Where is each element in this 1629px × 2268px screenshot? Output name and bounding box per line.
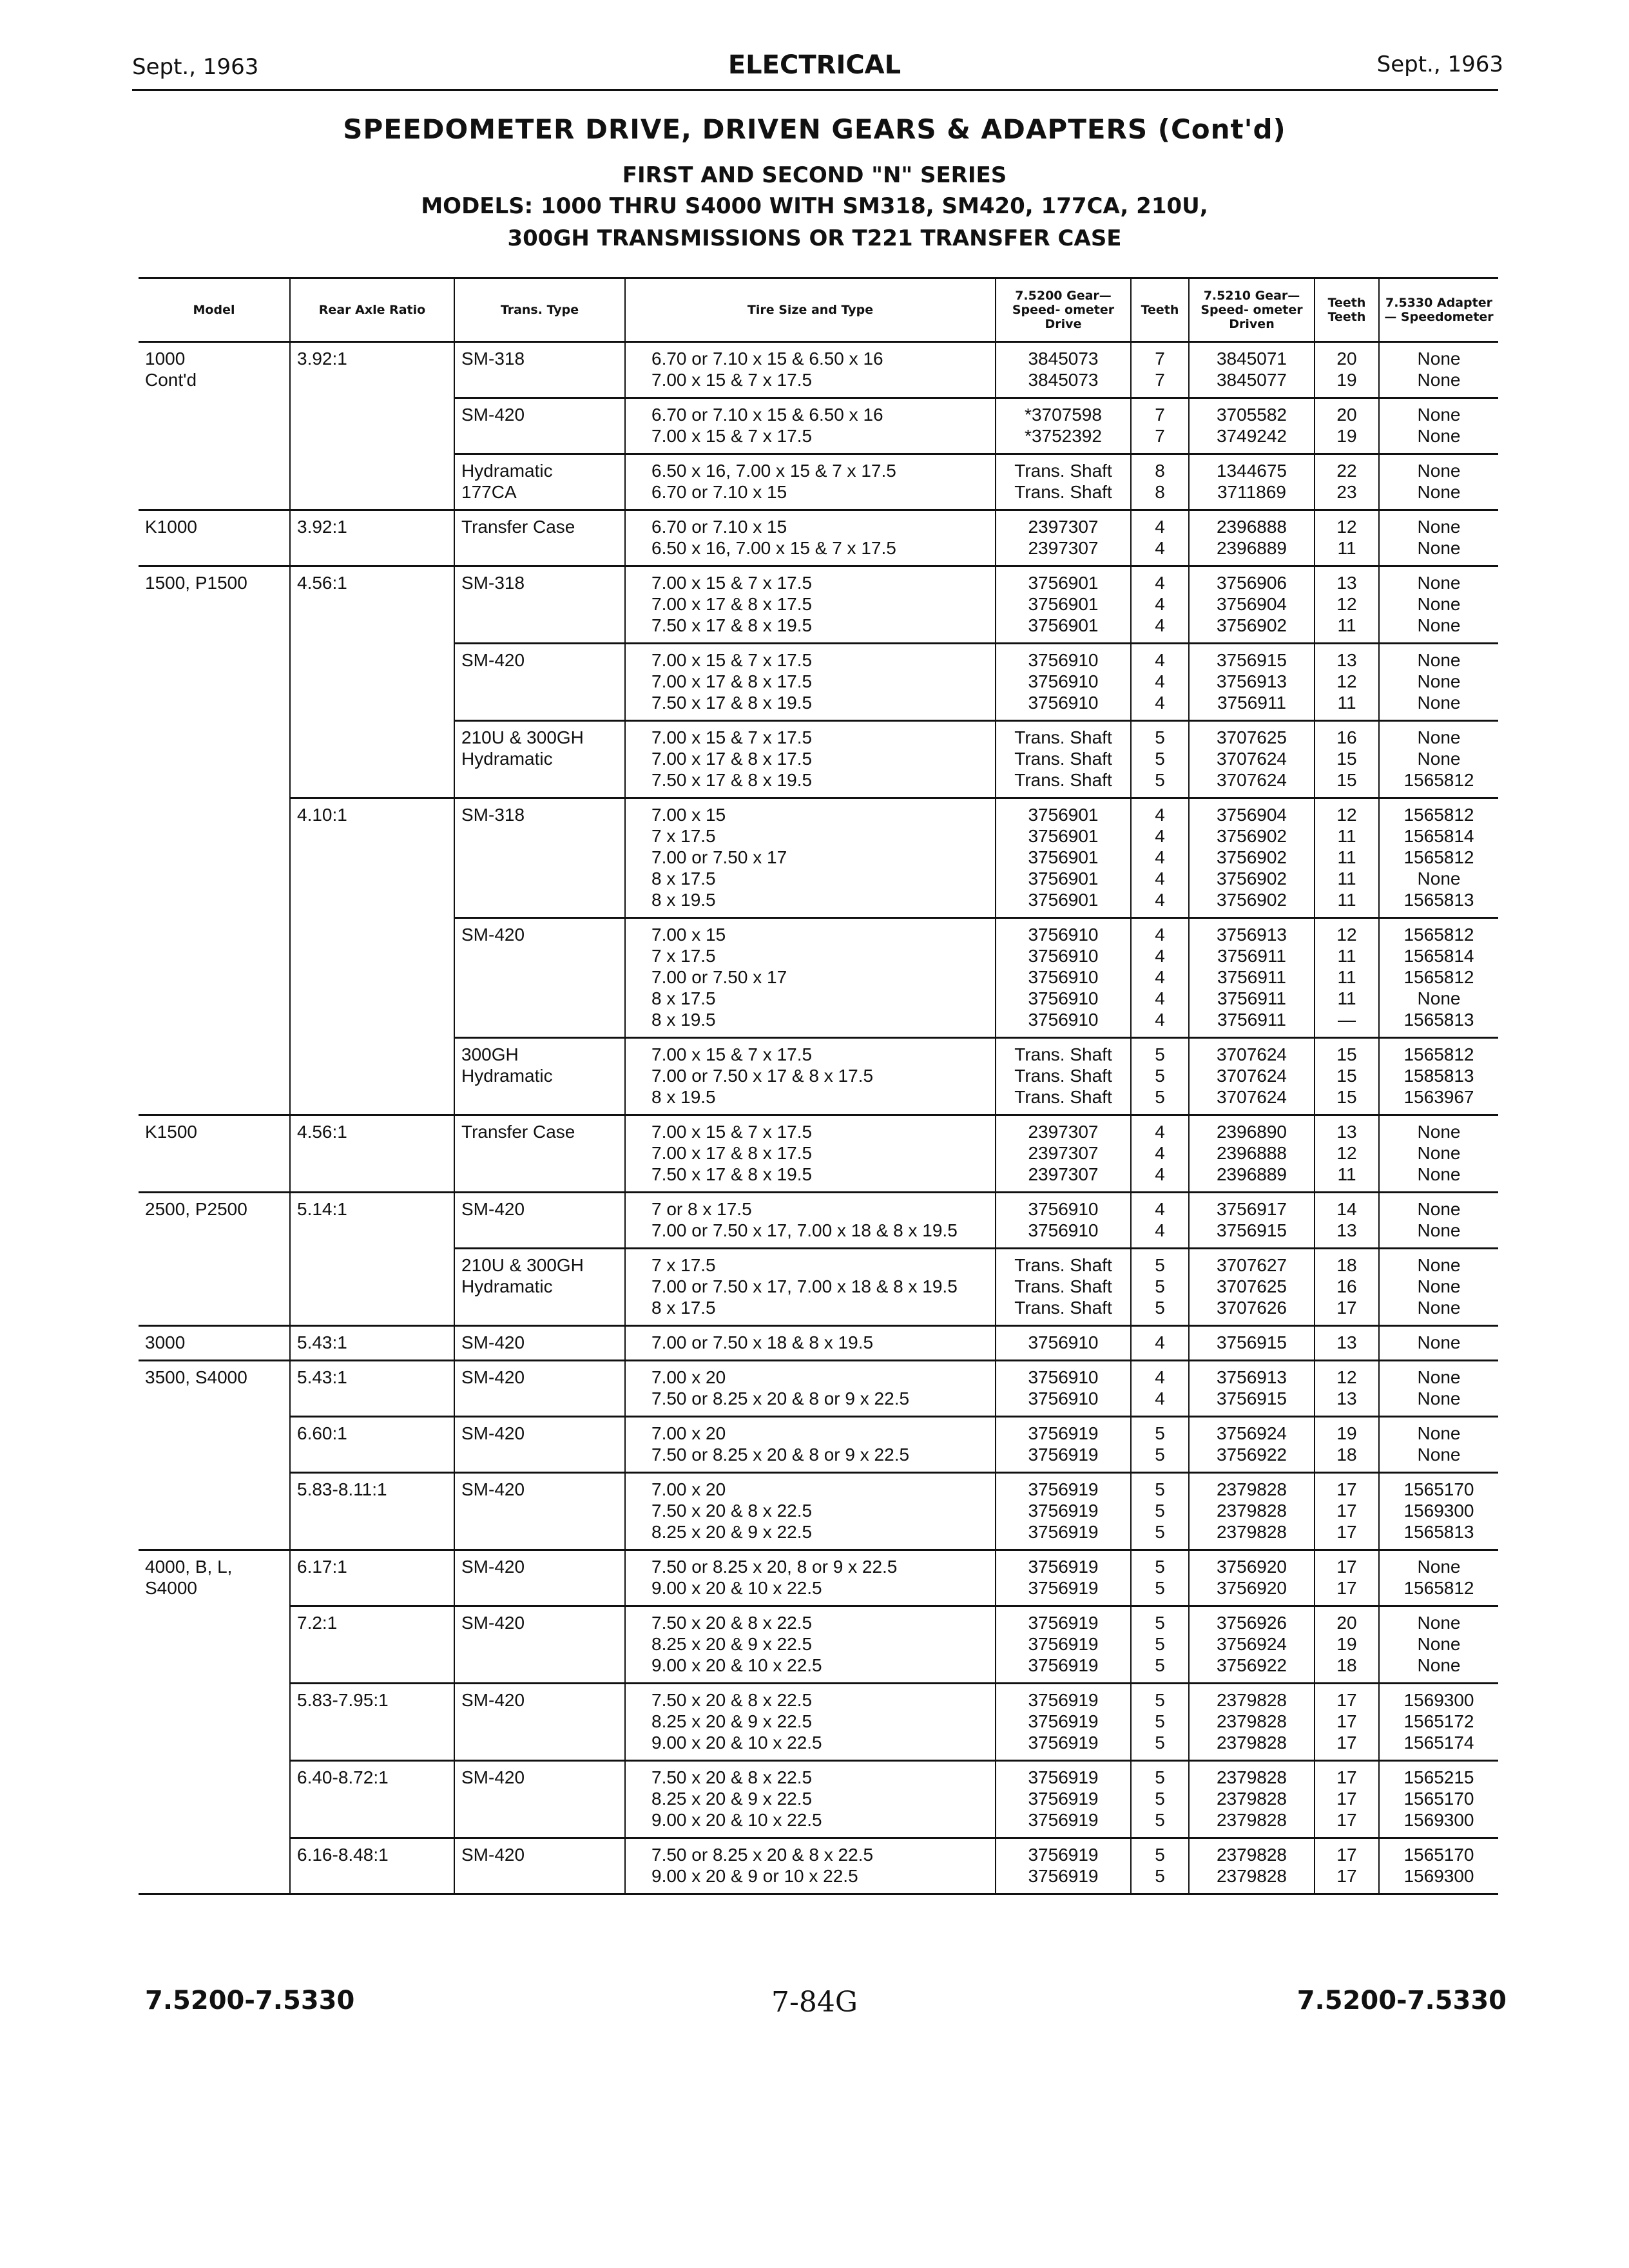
cell-trans-type: SM-420	[454, 644, 625, 721]
cell-drive-gear: Trans. Shaft Trans. Shaft Trans. Shaft	[996, 721, 1131, 798]
cell-tire-size: 7.00 x 15 & 7 x 17.5 7.00 x 17 & 8 x 17.5 7.50 x 17 & 8 x 19.5	[625, 566, 996, 644]
cell-driven-teeth: 20 19	[1315, 342, 1379, 398]
cell-adapter: None	[1379, 1326, 1498, 1361]
cell-driven-gear: 2379828 2379828 2379828	[1189, 1761, 1315, 1838]
header-date-right: Sept., 1963	[1376, 52, 1503, 77]
cell-model: 4000, B, L, S4000	[139, 1550, 290, 1606]
header-rule	[132, 89, 1498, 91]
cell-drive-gear: 3756910 3756910	[996, 1193, 1131, 1249]
footer-section-range-left: 7.5200-7.5330	[145, 1986, 355, 2015]
page-title: SPEEDOMETER DRIVE, DRIVEN GEARS & ADAPTERS (Cont'd)	[343, 113, 1286, 145]
cell-trans-type: SM-420	[454, 1473, 625, 1550]
cell-drive-teeth: 5 5	[1131, 1838, 1189, 1894]
cell-rear-axle-ratio	[290, 721, 454, 798]
cell-tire-size: 7 or 8 x 17.5 7.00 or 7.50 x 17, 7.00 x 18 & 8 x 19.5	[625, 1193, 996, 1249]
cell-drive-teeth: 7 7	[1131, 398, 1189, 454]
cell-drive-teeth: 5 5 5	[1131, 1249, 1189, 1326]
cell-driven-teeth: 13 12 11	[1315, 644, 1379, 721]
cell-rear-axle-ratio: 6.16-8.48:1	[290, 1838, 454, 1894]
cell-drive-gear: 3756919 3756919 3756919	[996, 1761, 1131, 1838]
cell-rear-axle-ratio: 6.40-8.72:1	[290, 1761, 454, 1838]
cell-drive-gear: 3756919 3756919 3756919	[996, 1473, 1131, 1550]
cell-driven-teeth: 17 17	[1315, 1550, 1379, 1606]
cell-rear-axle-ratio: 3.92:1	[290, 342, 454, 398]
cell-rear-axle-ratio	[290, 398, 454, 454]
cell-driven-gear: 2396888 2396889	[1189, 510, 1315, 566]
cell-adapter: None None	[1379, 1361, 1498, 1417]
cell-drive-gear: 3756919 3756919	[996, 1838, 1131, 1894]
cell-driven-gear: 2379828 2379828 2379828	[1189, 1473, 1315, 1550]
cell-driven-gear: 3756917 3756915	[1189, 1193, 1315, 1249]
cell-model	[139, 1684, 290, 1761]
cell-trans-type: 210U & 300GH Hydramatic	[454, 1249, 625, 1326]
cell-adapter: None None None	[1379, 1115, 1498, 1193]
cell-trans-type: SM-318	[454, 342, 625, 398]
table-row	[139, 721, 1498, 798]
cell-trans-type: SM-420	[454, 1361, 625, 1417]
cell-rear-axle-ratio	[290, 1249, 454, 1326]
header-date-left: Sept., 1963	[132, 54, 259, 80]
column-header-drive-gear: 7.5200 Gear—Speed- ometer Drive	[996, 278, 1131, 342]
cell-trans-type: SM-420	[454, 1606, 625, 1684]
cell-tire-size: 7.50 or 8.25 x 20, 8 or 9 x 22.5 9.00 x 20 & 10 x 22.5	[625, 1550, 996, 1606]
cell-driven-gear: 3705582 3749242	[1189, 398, 1315, 454]
cell-tire-size: 6.70 or 7.10 x 15 6.50 x 16, 7.00 x 15 & 7 x 17.5	[625, 510, 996, 566]
cell-model	[139, 1761, 290, 1838]
cell-driven-gear: 3756926 3756924 3756922	[1189, 1606, 1315, 1684]
cell-adapter: None None 1565812	[1379, 721, 1498, 798]
table-row	[139, 1761, 1498, 1838]
cell-tire-size: 7.00 x 15 & 7 x 17.5 7.00 x 17 & 8 x 17.5 7.50 x 17 & 8 x 19.5	[625, 644, 996, 721]
cell-drive-gear: 3756901 3756901 3756901	[996, 566, 1131, 644]
cell-drive-teeth: 4	[1131, 1326, 1189, 1361]
cell-trans-type: SM-420	[454, 918, 625, 1038]
table-row	[139, 566, 1498, 644]
cell-adapter: None 1565812	[1379, 1550, 1498, 1606]
table-row	[139, 1417, 1498, 1473]
table-row	[139, 644, 1498, 721]
cell-tire-size: 7.00 or 7.50 x 18 & 8 x 19.5	[625, 1326, 996, 1361]
cell-trans-type: 210U & 300GH Hydramatic	[454, 721, 625, 798]
cell-drive-teeth: 4 4	[1131, 1193, 1189, 1249]
cell-tire-size: 7.50 x 20 & 8 x 22.5 8.25 x 20 & 9 x 22.5 9.00 x 20 & 10 x 22.5	[625, 1684, 996, 1761]
cell-adapter: None None	[1379, 398, 1498, 454]
cell-model: 3000	[139, 1326, 290, 1361]
table-row	[139, 1249, 1498, 1326]
cell-drive-gear: 3756910	[996, 1326, 1131, 1361]
cell-drive-gear: *3707598 *3752392	[996, 398, 1131, 454]
cell-model: K1000	[139, 510, 290, 566]
table-row	[139, 1361, 1498, 1417]
cell-adapter: None None None	[1379, 644, 1498, 721]
cell-trans-type: SM-420	[454, 1684, 625, 1761]
cell-driven-teeth: 17 17 17	[1315, 1473, 1379, 1550]
cell-driven-teeth: 16 15 15	[1315, 721, 1379, 798]
cell-model	[139, 1249, 290, 1326]
cell-drive-teeth: 4 4 4	[1131, 1115, 1189, 1193]
cell-tire-size: 7.00 x 20 7.50 or 8.25 x 20 & 8 or 9 x 22.5	[625, 1361, 996, 1417]
cell-adapter: None None	[1379, 1193, 1498, 1249]
cell-tire-size: 7.00 x 15 7 x 17.5 7.00 or 7.50 x 17 8 x 17.5 8 x 19.5	[625, 798, 996, 918]
cell-drive-gear: 2397307 2397307 2397307	[996, 1115, 1131, 1193]
footer-page-number: 7-84G	[771, 1986, 858, 2019]
cell-model	[139, 644, 290, 721]
cell-drive-teeth: 4 4 4	[1131, 644, 1189, 721]
cell-driven-gear: 1344675 3711869	[1189, 454, 1315, 510]
cell-rear-axle-ratio	[290, 918, 454, 1038]
table-row	[139, 1326, 1498, 1361]
cell-driven-gear: 3756906 3756904 3756902	[1189, 566, 1315, 644]
cell-adapter: 1569300 1565172 1565174	[1379, 1684, 1498, 1761]
cell-tire-size: 7.50 x 20 & 8 x 22.5 8.25 x 20 & 9 x 22.5 9.00 x 20 & 10 x 22.5	[625, 1606, 996, 1684]
table-body	[139, 342, 1498, 1894]
cell-trans-type: 300GH Hydramatic	[454, 1038, 625, 1115]
speedometer-gear-table	[139, 277, 1498, 1895]
cell-driven-gear: 3707627 3707625 3707626	[1189, 1249, 1315, 1326]
cell-adapter: None None None	[1379, 1606, 1498, 1684]
cell-trans-type: SM-318	[454, 566, 625, 644]
footer-section-range-right: 7.5200-7.5330	[1296, 1986, 1507, 2015]
table-row	[139, 1193, 1498, 1249]
cell-drive-teeth: 5 5	[1131, 1550, 1189, 1606]
cell-driven-gear: 3707625 3707624 3707624	[1189, 721, 1315, 798]
table-row	[139, 454, 1498, 510]
cell-driven-teeth: 17 17	[1315, 1838, 1379, 1894]
cell-drive-teeth: 7 7	[1131, 342, 1189, 398]
table-row	[139, 398, 1498, 454]
table-row	[139, 1115, 1498, 1193]
cell-rear-axle-ratio: 4.56:1	[290, 566, 454, 644]
cell-trans-type: SM-420	[454, 1761, 625, 1838]
cell-rear-axle-ratio: 5.83-8.11:1	[290, 1473, 454, 1550]
cell-tire-size: 7.00 x 15 & 7 x 17.5 7.00 x 17 & 8 x 17.5 7.50 x 17 & 8 x 19.5	[625, 721, 996, 798]
column-header-driven-gear: 7.5210 Gear—Speed- ometer Driven	[1189, 278, 1315, 342]
cell-model	[139, 798, 290, 918]
cell-drive-gear: 3756919 3756919 3756919	[996, 1606, 1131, 1684]
cell-driven-teeth: 12 11	[1315, 510, 1379, 566]
cell-driven-gear: 2379828 2379828 2379828	[1189, 1684, 1315, 1761]
cell-driven-teeth: 15 15 15	[1315, 1038, 1379, 1115]
table-row	[139, 342, 1498, 398]
table-row	[139, 1038, 1498, 1115]
cell-tire-size: 7.00 x 15 7 x 17.5 7.00 or 7.50 x 17 8 x 17.5 8 x 19.5	[625, 918, 996, 1038]
cell-adapter: 1565170 1569300 1565813	[1379, 1473, 1498, 1550]
table-row	[139, 1838, 1498, 1894]
cell-adapter: None None	[1379, 342, 1498, 398]
cell-drive-gear: 3756919 3756919	[996, 1417, 1131, 1473]
cell-rear-axle-ratio: 5.43:1	[290, 1326, 454, 1361]
cell-drive-gear: 3756919 3756919	[996, 1550, 1131, 1606]
cell-drive-teeth: 4 4 4 4 4	[1131, 918, 1189, 1038]
cell-drive-teeth: 8 8	[1131, 454, 1189, 510]
cell-driven-teeth: 13 12 11	[1315, 1115, 1379, 1193]
cell-trans-type: SM-420	[454, 1326, 625, 1361]
cell-trans-type: SM-420	[454, 1193, 625, 1249]
cell-trans-type: SM-420	[454, 1417, 625, 1473]
table-row	[139, 1550, 1498, 1606]
cell-driven-gear: 2396890 2396888 2396889	[1189, 1115, 1315, 1193]
cell-driven-teeth: 19 18	[1315, 1417, 1379, 1473]
cell-rear-axle-ratio	[290, 454, 454, 510]
cell-drive-teeth: 5 5 5	[1131, 1038, 1189, 1115]
cell-trans-type: SM-420	[454, 1838, 625, 1894]
page-subtitle-series: FIRST AND SECOND "N" SERIES	[622, 162, 1007, 188]
cell-driven-teeth: 18 16 17	[1315, 1249, 1379, 1326]
cell-tire-size: 7 x 17.5 7.00 or 7.50 x 17, 7.00 x 18 & 8 x 19.5 8 x 17.5	[625, 1249, 996, 1326]
cell-tire-size: 7.50 or 8.25 x 20 & 8 x 22.5 9.00 x 20 & 9 or 10 x 22.5	[625, 1838, 996, 1894]
column-header-model: Model	[139, 278, 290, 342]
cell-drive-gear: Trans. Shaft Trans. Shaft Trans. Shaft	[996, 1038, 1131, 1115]
cell-driven-gear: 3756913 3756911 3756911 3756911 3756911	[1189, 918, 1315, 1038]
cell-adapter: 1565170 1569300	[1379, 1838, 1498, 1894]
cell-rear-axle-ratio: 5.14:1	[290, 1193, 454, 1249]
cell-model: 1500, P1500	[139, 566, 290, 644]
cell-drive-gear: 3756910 3756910 3756910	[996, 644, 1131, 721]
cell-drive-teeth: 5 5 5	[1131, 721, 1189, 798]
cell-driven-gear: 3756915	[1189, 1326, 1315, 1361]
cell-drive-teeth: 4 4 4	[1131, 566, 1189, 644]
cell-model	[139, 1038, 290, 1115]
cell-adapter: 1565812 1565814 1565812 None 1565813	[1379, 918, 1498, 1038]
cell-drive-teeth: 5 5	[1131, 1417, 1189, 1473]
cell-adapter: 1565215 1565170 1569300	[1379, 1761, 1498, 1838]
cell-driven-teeth: 14 13	[1315, 1193, 1379, 1249]
cell-tire-size: 6.50 x 16, 7.00 x 15 & 7 x 17.5 6.70 or 7.10 x 15	[625, 454, 996, 510]
column-header-adapter: 7.5330 Adapter— Speedometer	[1379, 278, 1498, 342]
cell-driven-teeth: 13	[1315, 1326, 1379, 1361]
cell-rear-axle-ratio: 5.43:1	[290, 1361, 454, 1417]
cell-drive-teeth: 5 5 5	[1131, 1606, 1189, 1684]
cell-driven-teeth: 20 19	[1315, 398, 1379, 454]
cell-driven-gear: 3845071 3845077	[1189, 342, 1315, 398]
cell-driven-gear: 3756924 3756922	[1189, 1417, 1315, 1473]
table-row	[139, 1473, 1498, 1550]
column-header-rear-axle-ratio: Rear Axle Ratio	[290, 278, 454, 342]
cell-driven-gear: 3756915 3756913 3756911	[1189, 644, 1315, 721]
cell-driven-teeth: 13 12 11	[1315, 566, 1379, 644]
cell-drive-gear: 3756910 3756910 3756910 3756910 3756910	[996, 918, 1131, 1038]
cell-model: 1000 Cont'd	[139, 342, 290, 398]
cell-tire-size: 7.00 x 15 & 7 x 17.5 7.00 or 7.50 x 17 & 8 x 17.5 8 x 19.5	[625, 1038, 996, 1115]
cell-adapter: 1565812 1585813 1563967	[1379, 1038, 1498, 1115]
cell-driven-gear: 3756913 3756915	[1189, 1361, 1315, 1417]
table-row	[139, 1606, 1498, 1684]
cell-trans-type: Transfer Case	[454, 510, 625, 566]
cell-driven-teeth: 12 11 11 11 11	[1315, 798, 1379, 918]
cell-adapter: None None None	[1379, 566, 1498, 644]
cell-driven-gear: 3756904 3756902 3756902 3756902 3756902	[1189, 798, 1315, 918]
header-section-title: ELECTRICAL	[728, 50, 901, 80]
cell-adapter: None None	[1379, 510, 1498, 566]
cell-model	[139, 721, 290, 798]
cell-model	[139, 918, 290, 1038]
cell-rear-axle-ratio: 5.83-7.95:1	[290, 1684, 454, 1761]
cell-adapter: None None	[1379, 454, 1498, 510]
column-header-tire-size: Tire Size and Type	[625, 278, 996, 342]
cell-driven-gear: 3756920 3756920	[1189, 1550, 1315, 1606]
cell-driven-teeth: 22 23	[1315, 454, 1379, 510]
cell-tire-size: 7.00 x 20 7.50 or 8.25 x 20 & 8 or 9 x 22.5	[625, 1417, 996, 1473]
cell-model: 2500, P2500	[139, 1193, 290, 1249]
cell-drive-teeth: 5 5 5	[1131, 1684, 1189, 1761]
cell-trans-type: Transfer Case	[454, 1115, 625, 1193]
table-row	[139, 1684, 1498, 1761]
table-header-row	[139, 278, 1498, 342]
cell-drive-teeth: 4 4 4 4 4	[1131, 798, 1189, 918]
cell-drive-teeth: 4 4	[1131, 510, 1189, 566]
cell-trans-type: SM-318	[454, 798, 625, 918]
cell-tire-size: 6.70 or 7.10 x 15 & 6.50 x 16 7.00 x 15 & 7 x 17.5	[625, 398, 996, 454]
cell-model	[139, 1838, 290, 1894]
cell-model: 3500, S4000	[139, 1361, 290, 1417]
cell-rear-axle-ratio: 6.60:1	[290, 1417, 454, 1473]
cell-adapter: 1565812 1565814 1565812 None 1565813	[1379, 798, 1498, 918]
table-row	[139, 510, 1498, 566]
cell-trans-type: SM-420	[454, 398, 625, 454]
cell-rear-axle-ratio: 7.2:1	[290, 1606, 454, 1684]
cell-drive-teeth: 4 4	[1131, 1361, 1189, 1417]
cell-driven-teeth: 12 11 11 11 —	[1315, 918, 1379, 1038]
cell-rear-axle-ratio	[290, 1038, 454, 1115]
cell-tire-size: 7.00 x 15 & 7 x 17.5 7.00 x 17 & 8 x 17.5 7.50 x 17 & 8 x 19.5	[625, 1115, 996, 1193]
cell-driven-gear: 2379828 2379828	[1189, 1838, 1315, 1894]
cell-model	[139, 454, 290, 510]
cell-drive-gear: 3756901 3756901 3756901 3756901 3756901	[996, 798, 1131, 918]
cell-driven-teeth: 17 17 17	[1315, 1684, 1379, 1761]
cell-adapter: None None None	[1379, 1249, 1498, 1326]
cell-rear-axle-ratio: 6.17:1	[290, 1550, 454, 1606]
cell-drive-gear: Trans. Shaft Trans. Shaft Trans. Shaft	[996, 1249, 1131, 1326]
table-row	[139, 798, 1498, 918]
cell-trans-type: SM-420	[454, 1550, 625, 1606]
cell-tire-size: 7.50 x 20 & 8 x 22.5 8.25 x 20 & 9 x 22.5 9.00 x 20 & 10 x 22.5	[625, 1761, 996, 1838]
cell-rear-axle-ratio: 3.92:1	[290, 510, 454, 566]
cell-model	[139, 1606, 290, 1684]
cell-driven-teeth: 17 17 17	[1315, 1761, 1379, 1838]
cell-driven-gear: 3707624 3707624 3707624	[1189, 1038, 1315, 1115]
page-subtitle-models: MODELS: 1000 THRU S4000 WITH SM318, SM420, 177CA, 210U,	[421, 193, 1208, 219]
cell-drive-gear: 2397307 2397307	[996, 510, 1131, 566]
table-row	[139, 918, 1498, 1038]
cell-drive-teeth: 5 5 5	[1131, 1761, 1189, 1838]
cell-driven-teeth: 20 19 18	[1315, 1606, 1379, 1684]
cell-tire-size: 7.00 x 20 7.50 x 20 & 8 x 22.5 8.25 x 20 & 9 x 22.5	[625, 1473, 996, 1550]
column-header-driven-teeth: Teeth Teeth	[1315, 278, 1379, 342]
cell-model: K1500	[139, 1115, 290, 1193]
cell-drive-gear: Trans. Shaft Trans. Shaft	[996, 454, 1131, 510]
cell-rear-axle-ratio: 4.56:1	[290, 1115, 454, 1193]
cell-adapter: None None	[1379, 1417, 1498, 1473]
cell-drive-gear: 3756919 3756919 3756919	[996, 1684, 1131, 1761]
column-header-trans-type: Trans. Type	[454, 278, 625, 342]
cell-drive-gear: 3845073 3845073	[996, 342, 1131, 398]
cell-rear-axle-ratio	[290, 644, 454, 721]
cell-driven-teeth: 12 13	[1315, 1361, 1379, 1417]
cell-drive-gear: 3756910 3756910	[996, 1361, 1131, 1417]
column-header-drive-teeth: Teeth	[1131, 278, 1189, 342]
cell-tire-size: 6.70 or 7.10 x 15 & 6.50 x 16 7.00 x 15 & 7 x 17.5	[625, 342, 996, 398]
page-subtitle-transmissions: 300GH TRANSMISSIONS OR T221 TRANSFER CASE	[507, 226, 1122, 251]
cell-rear-axle-ratio: 4.10:1	[290, 798, 454, 918]
cell-model	[139, 398, 290, 454]
cell-model	[139, 1417, 290, 1473]
cell-model	[139, 1473, 290, 1550]
cell-trans-type: Hydramatic 177CA	[454, 454, 625, 510]
cell-drive-teeth: 5 5 5	[1131, 1473, 1189, 1550]
